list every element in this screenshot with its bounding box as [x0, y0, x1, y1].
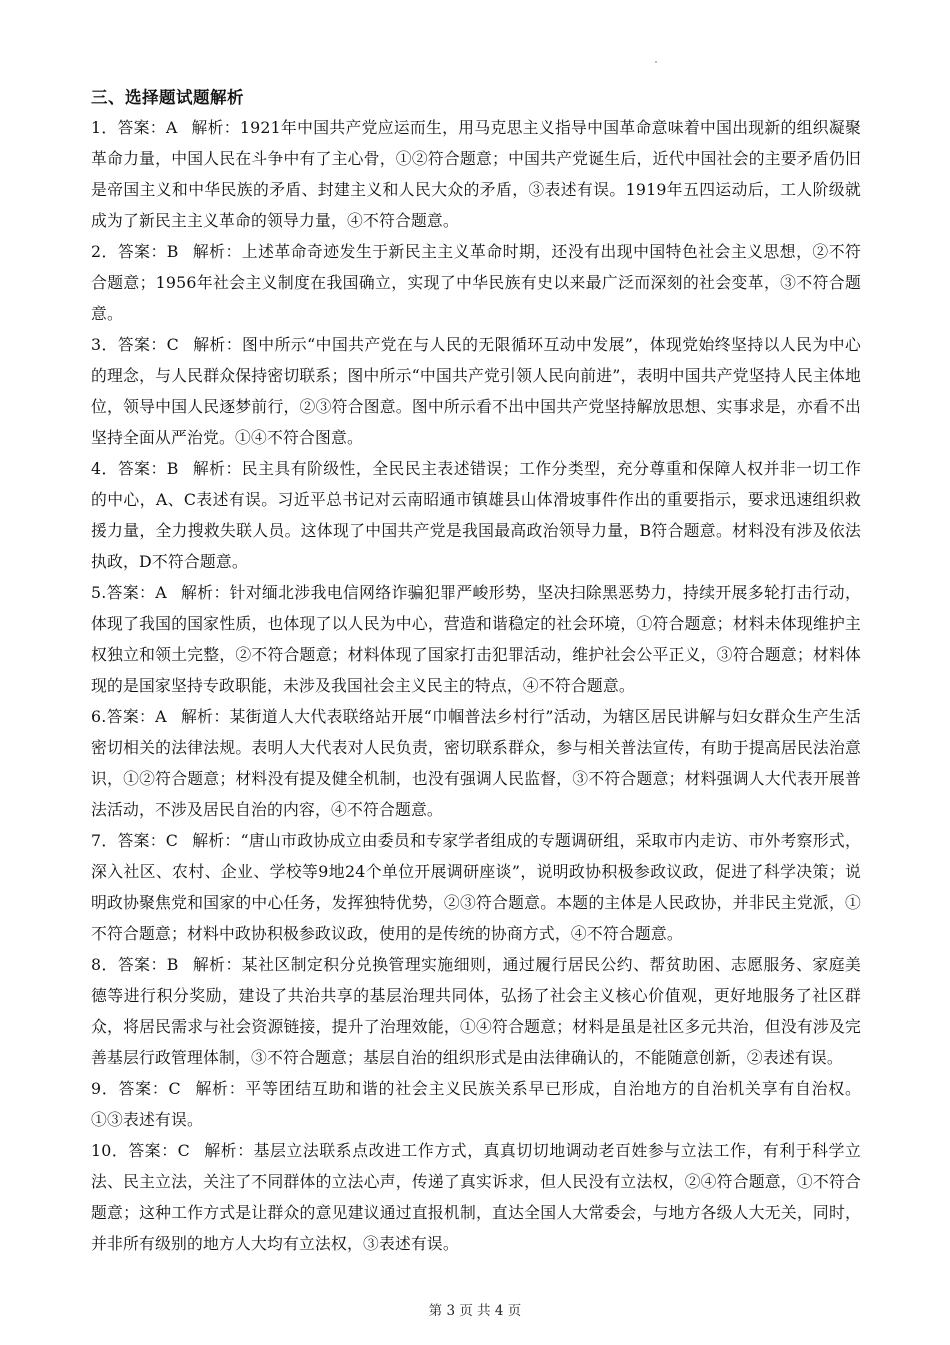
answer-item-3: [91, 329, 861, 453]
answer-item-5: [91, 577, 861, 701]
answer-analysis-6: 解析：某街道人大代表联络站开展“巾帼普法乡村行”活动，为辖区居民讲解与妇女群众生产生活密切相关的法律法规。表明人大代表对人民负责，密切联系群众，参与相关普法宣传，有助于提高居民法治意识，①②符合题意；材料没有提及健全机制，也没有强调人民监督，③不符合题意；材料强调人大代表开展普法活动，不涉及居民自治的内容，④不符合题意。: [91, 707, 861, 819]
answer-head-3: 3．答案：C: [91, 335, 179, 354]
answer-item-4: [91, 453, 861, 577]
answer-item-6: [91, 701, 861, 825]
answer-head-7: 7．答案：C: [91, 831, 179, 850]
answer-head-4: 4．答案：B: [91, 459, 179, 478]
answer-analysis-5: 解析：针对缅北涉我电信网络诈骗犯罪严峻形势，坚决扫除黑恶势力，持续开展多轮打击行动，体现了我国的国家性质，也体现了以人民为中心，营造和谐稳定的社会环境，①符合题意；材料未体现维护主权独立和领土完整，②不符合题意；材料体现了国家打击犯罪活动，维护社会公平正义，③符合题意；材料体现的是国家坚持专政职能，未涉及我国社会主义民主的特点，④不符合题意。: [91, 583, 861, 695]
answer-item-8: [91, 949, 861, 1073]
answer-item-7: [91, 825, 861, 949]
answer-head-2: 2．答案：B: [91, 242, 179, 261]
answer-head-6: 6.答案：A: [91, 707, 167, 726]
answer-head-8: 8．答案：B: [91, 955, 179, 974]
answer-item-1: [91, 112, 861, 236]
answer-analysis-section: [91, 84, 861, 1259]
answer-analysis-8: 解析：某社区制定积分兑换管理实施细则，通过履行居民公约、帮贫助困、志愿服务、家庭美德等进行积分奖励，建设了共治共享的基层治理共同体，弘扬了社会主义核心价值观，更好地服务了社区群众，将居民需求与社会资源链接，提升了治理效能，①④符合题意；材料是虽是社区多元共治，但没有涉及完善基层行政管理体制，③不符合题意；基层自治的组织形式是由法律确认的，不能随意创新，②表述有误。: [91, 955, 861, 1067]
answer-item-9: [91, 1073, 861, 1135]
answer-head-10: 10．答案：C: [91, 1141, 190, 1160]
answer-head-5: 5.答案：A: [91, 583, 167, 602]
answer-analysis-7: 解析：“唐山市政协成立由委员和专家学者组成的专题调研组，采取市内走访、市外考察形式，深入社区、农村、企业、学校等9地24个单位开展调研座谈”，说明政协积极参政议政，促进了科学决策；说明政协聚焦党和国家的中心任务，发挥独特优势，②③符合题意。本题的主体是人民政协，并非民主党派，①不符合题意；材料中政协积极参政议政，使用的是传统的协商方式，④不符合题意。: [91, 831, 861, 943]
answer-analysis-4: 解析：民主具有阶级性，全民民主表述错误；工作分类型，充分尊重和保障人权并非一切工作的中心，A、C表述有误。习近平总书记对云南昭通市镇雄县山体滑坡事件作出的重要指示，要求迅速组织救援力量，全力搜救失联人员。这体现了中国共产党是我国最高政治领导力量，B符合题意。材料没有涉及依法执政，D不符合题意。: [91, 459, 861, 571]
answer-item-10: [91, 1135, 861, 1259]
answer-item-2: [91, 236, 861, 329]
section-title: 三、选择题试题解析: [91, 88, 244, 107]
answer-analysis-10: 解析：基层立法联系点改进工作方式，真真切切地调动老百姓参与立法工作，有利于科学立法、民主立法，关注了不同群体的立法心声，传递了真实诉求，但人民没有立法权，②④符合题意，①不符合题意；这种工作方式是让群众的意见建议通过直报机制，直达全国人大常委会，与地方各级人大无关，同时，并非所有级别的地方人大均有立法权，③表述有误。: [91, 1141, 861, 1253]
answer-analysis-2: 解析：上述革命奇迹发生于新民主主义革命时期，还没有出现中国特色社会主义思想，②不符合题意；1956年社会主义制度在我国确立，实现了中华民族有史以来最广泛而深刻的社会变革，③不符合题意。: [91, 242, 861, 323]
answer-head-1: 1．答案：A: [91, 118, 178, 137]
answer-analysis-3: 解析：图中所示“中国共产党在与人民的无限循环互动中发展”，体现党始终坚持以人民为中心的理念，与人民群众保持密切联系；图中所示“中国共产党引领人民向前进”，表明中国共产党坚持人民主体地位，领导中国人民逐梦前行，②③符合图意。图中所示看不出中国共产党坚持解放思想、实事求是，亦看不出坚持全面从严治党。①④不符合图意。: [91, 335, 861, 447]
answer-head-9: 9．答案：C: [91, 1079, 181, 1098]
page-footer: 第 3 页 共 4 页: [428, 1303, 522, 1319]
page-speck: [655, 61, 657, 63]
answer-analysis-1: 解析：1921年中国共产党应运而生，用马克思主义指导中国革命意味着中国出现新的组织凝聚革命力量，中国人民在斗争中有了主心骨，①②符合题意；中国共产党诞生后，近代中国社会的主要矛盾仍旧是帝国主义和中华民族的矛盾、封建主义和人民大众的矛盾，③表述有误。1919年五四运动后，工人阶级就成为了新民主主义革命的领导力量，④不符合题意。: [91, 118, 861, 230]
answer-analysis-9: 解析：平等团结互助和谐的社会主义民族关系早已形成，自治地方的自治机关享有自治权。①③表述有误。: [91, 1079, 861, 1129]
